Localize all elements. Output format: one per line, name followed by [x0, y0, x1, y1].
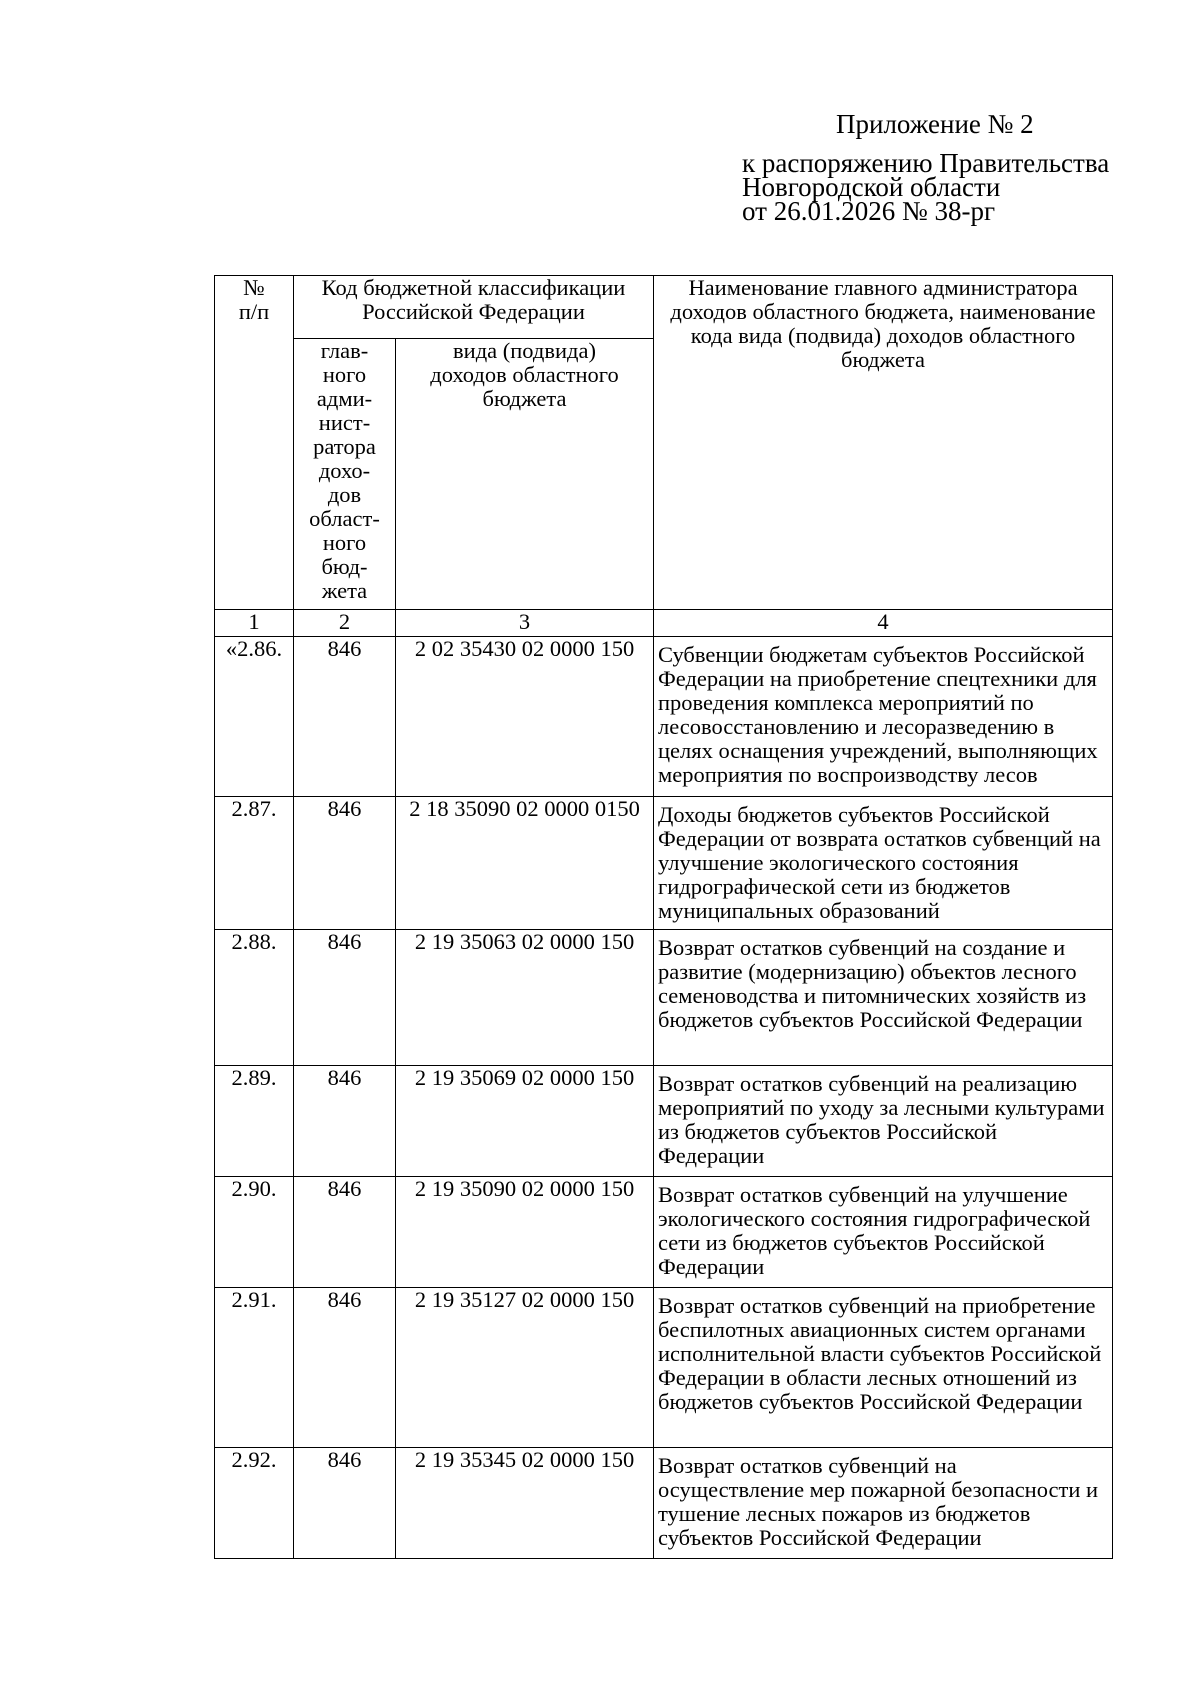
column-number: 1 — [215, 610, 294, 637]
header-budget-code-group: Код бюджетной классификации Российской Федерации — [294, 276, 654, 339]
header-admin — [294, 339, 396, 610]
table-row — [215, 637, 1113, 797]
table-row — [215, 797, 1113, 930]
revenue-name: Доходы бюджетов субъектов Российской Федерации от возврата остатков субвенций на улучшение экологического состояния гидрографической сети из бюджетов муниципальных образований — [654, 797, 1113, 930]
header-revenue-type-label: вида (подвида) доходов областного бюджета — [430, 338, 619, 411]
row-number: 2.90. — [215, 1177, 294, 1288]
revenue-name: Возврат остатков субвенций на осуществление мер пожарной безопасности и тушение лесных пожаров из бюджетов субъектов Российской Федерации — [654, 1448, 1113, 1559]
revenue-name: Возврат остатков субвенций на реализацию мероприятий по уходу за лесными культурами из бюджетов субъектов Российской Федерации — [654, 1066, 1113, 1177]
header-admin-line: жета — [321, 578, 368, 603]
row-number: 2.88. — [215, 930, 294, 1066]
table-row — [215, 1448, 1113, 1559]
revenue-name: Возврат остатков субвенций на создание и развитие (модернизацию) объектов лесного семеноводства и питомнических хозяйств из бюджетов субъектов Российской Федерации — [654, 930, 1113, 1066]
header-number-label: № п/п — [238, 275, 270, 324]
header-admin-line: глав- — [320, 338, 369, 363]
attachment-line: от 26.01.2026 № 38-рг — [742, 196, 996, 226]
attachment-line: к распоряжению Правительства — [742, 148, 1110, 178]
header-admin-line: ратора — [313, 434, 376, 459]
revenue-code: 2 18 35090 02 0000 0150 — [396, 797, 654, 930]
attachment-title: Приложение № 2 — [836, 109, 1034, 139]
table-row — [215, 1288, 1113, 1448]
admin-code: 846 — [294, 637, 396, 797]
revenue-code: 2 19 35090 02 0000 150 — [396, 1177, 654, 1288]
revenue-code: 2 19 35069 02 0000 150 — [396, 1066, 654, 1177]
admin-code: 846 — [294, 1177, 396, 1288]
header-admin-line: област- — [309, 506, 380, 531]
admin-code: 846 — [294, 1448, 396, 1559]
attachment-reference — [742, 148, 1110, 226]
admin-code: 846 — [294, 797, 396, 930]
column-number: 2 — [294, 610, 396, 637]
admin-code: 846 — [294, 1288, 396, 1448]
revenue-code: 2 02 35430 02 0000 150 — [396, 637, 654, 797]
row-number: 2.89. — [215, 1066, 294, 1177]
table-row — [215, 930, 1113, 1066]
admin-code: 846 — [294, 930, 396, 1066]
header-revenue-type — [396, 339, 654, 610]
header-admin-lines — [294, 339, 395, 603]
column-numbering-row — [215, 610, 1113, 637]
revenue-code: 2 19 35063 02 0000 150 — [396, 930, 654, 1066]
column-number: 4 — [654, 610, 1113, 637]
revenue-code: 2 19 35127 02 0000 150 — [396, 1288, 654, 1448]
header-admin-line: нист- — [318, 410, 371, 435]
header-name: Наименование главного администратора доходов областного бюджета, наименование кода вида (подвида) доходов областного бюджета — [654, 276, 1113, 610]
header-admin-line: дохо- — [318, 458, 371, 483]
column-number: 3 — [396, 610, 654, 637]
header-admin-line: ного — [322, 530, 367, 555]
budget-classification-table — [214, 275, 1113, 1559]
table-row — [215, 1066, 1113, 1177]
header-admin-line: ного — [322, 362, 367, 387]
header-admin-line: дов — [327, 482, 362, 507]
revenue-code: 2 19 35345 02 0000 150 — [396, 1448, 654, 1559]
row-number: «2.86. — [215, 637, 294, 797]
admin-code: 846 — [294, 1066, 396, 1177]
header-number — [215, 276, 294, 610]
table-row — [215, 1177, 1113, 1288]
header-admin-line: адми- — [316, 386, 373, 411]
revenue-name: Возврат остатков субвенций на приобретение беспилотных авиационных систем органами исполнительной власти субъектов Российской Федерации в области лесных отношений из бюджетов субъектов Российской Федерации — [654, 1288, 1113, 1448]
attachment-line: Новгородской области — [742, 172, 1001, 202]
row-number: 2.92. — [215, 1448, 294, 1559]
row-number: 2.87. — [215, 797, 294, 930]
table-body — [215, 637, 1113, 1559]
revenue-name: Субвенции бюджетам субъектов Российской Федерации на приобретение спецтехники для проведения комплекса мероприятий по лесовосстановлению и лесоразведению в целях оснащения учреждений, выполняющих мероприятия по воспроизводству лесов — [654, 637, 1113, 797]
row-number: 2.91. — [215, 1288, 294, 1448]
header-admin-line: бюд- — [321, 554, 368, 579]
revenue-name: Возврат остатков субвенций на улучшение экологического состояния гидрографической сети из бюджетов субъектов Российской Федерации — [654, 1177, 1113, 1288]
